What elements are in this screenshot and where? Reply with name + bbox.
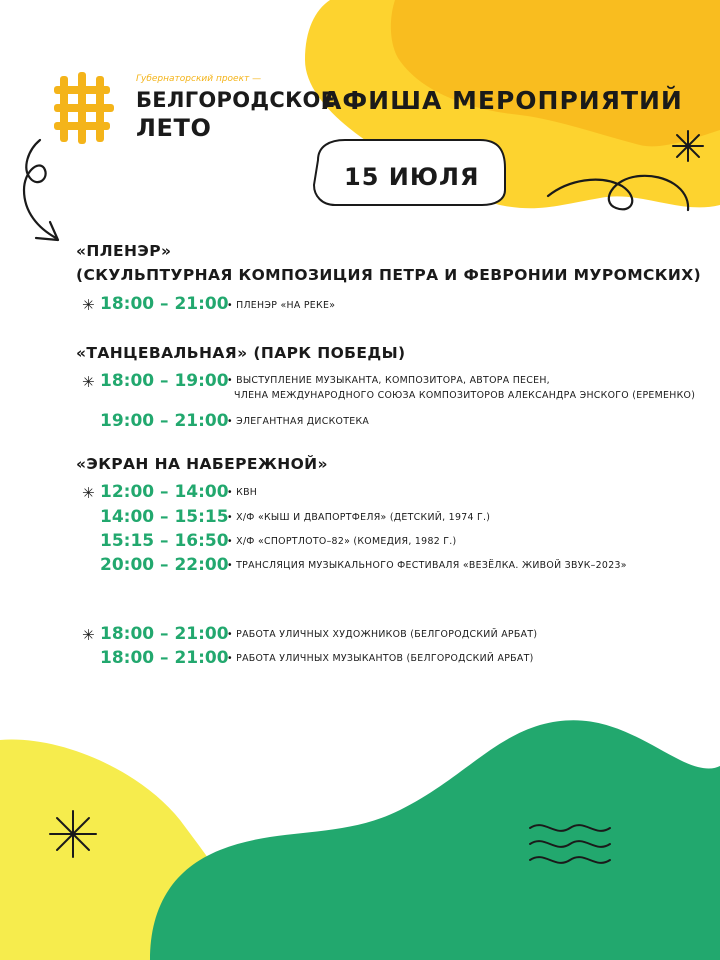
star-bottom-left bbox=[50, 811, 96, 857]
event-time: 12:00 – 14:00 bbox=[100, 482, 229, 502]
poster-title: АФИША МЕРОПРИЯТИЙ bbox=[322, 86, 683, 115]
event-description: • РАБОТА УЛИЧНЫХ МУЗЫКАНТОВ (БЕЛГОРОДСКИЙ АРБАТ) bbox=[227, 653, 534, 664]
event-description: • Х/Ф «СПОРТЛОТО–82» (КОМЕДИЯ, 1982 Г.) bbox=[227, 536, 457, 547]
event-time: 19:00 – 21:00 bbox=[100, 411, 229, 431]
asterisk-icon: ✳ bbox=[82, 296, 95, 314]
asterisk-icon: ✳ bbox=[82, 626, 95, 644]
section-title-plener: «ПЛЕНЭР» bbox=[76, 242, 172, 260]
event-time: 20:00 – 22:00 bbox=[100, 555, 229, 575]
event-time: 18:00 – 19:00 bbox=[100, 371, 229, 391]
asterisk-icon: ✳ bbox=[82, 373, 95, 391]
star-top-right bbox=[673, 131, 703, 161]
event-description: • ВЫСТУПЛЕНИЕ МУЗЫКАНТА, КОМПОЗИТОРА, АВТОРА ПЕСЕН, bbox=[227, 375, 550, 386]
event-description: • ТРАНСЛЯЦИЯ МУЗЫКАЛЬНОГО ФЕСТИВАЛЯ «ВЕЗЁЛКА. ЖИВОЙ ЗВУК–2023» bbox=[227, 560, 627, 571]
logo-title-line1: БЕЛГОРОДСКОЕ bbox=[136, 88, 336, 112]
event-description: • ПЛЕНЭР «НА РЕКЕ» bbox=[227, 300, 336, 311]
event-description: • РАБОТА УЛИЧНЫХ ХУДОЖНИКОВ (БЕЛГОРОДСКИЙ АРБАТ) bbox=[227, 629, 538, 640]
event-description: • КВН bbox=[227, 487, 258, 498]
event-time: 14:00 – 15:15 bbox=[100, 507, 229, 527]
event-time: 15:15 – 16:50 bbox=[100, 531, 229, 551]
section-subtitle-plener: (СКУЛЬПТУРНАЯ КОМПОЗИЦИЯ ПЕТРА И ФЕВРОНИИ МУРОМСКИХ) bbox=[76, 266, 702, 284]
logo-title-line2: ЛЕТО bbox=[136, 114, 212, 142]
logo-subtitle: Губернаторский проект — bbox=[136, 74, 262, 84]
event-time: 18:00 – 21:00 bbox=[100, 648, 229, 668]
green-blob-bottom bbox=[150, 720, 720, 960]
event-time: 18:00 – 21:00 bbox=[100, 624, 229, 644]
event-description-continued: ЧЛЕНА МЕЖДУНАРОДНОГО СОЮЗА КОМПОЗИТОРОВ АЛЕКСАНДРА ЭНСКОГО (ЕРЕМЕНКО) bbox=[234, 390, 696, 401]
event-description: • ЭЛЕГАНТНАЯ ДИСКОТЕКА bbox=[227, 416, 370, 427]
section-title-ekran: «ЭКРАН НА НАБЕРЕЖНОЙ» bbox=[76, 455, 328, 473]
event-time: 18:00 – 21:00 bbox=[100, 294, 229, 314]
asterisk-icon: ✳ bbox=[82, 484, 95, 502]
logo-icon bbox=[52, 70, 128, 148]
event-description: • Х/Ф «КЫШ И ДВАПОРТФЕЛЯ» (ДЕТСКИЙ, 1974 Г.) bbox=[227, 512, 491, 523]
section-title-tancevalnaya: «ТАНЦЕВАЛЬНАЯ» (ПАРК ПОБЕДЫ) bbox=[76, 344, 406, 362]
event-date: 15 ИЮЛЯ bbox=[344, 163, 480, 191]
